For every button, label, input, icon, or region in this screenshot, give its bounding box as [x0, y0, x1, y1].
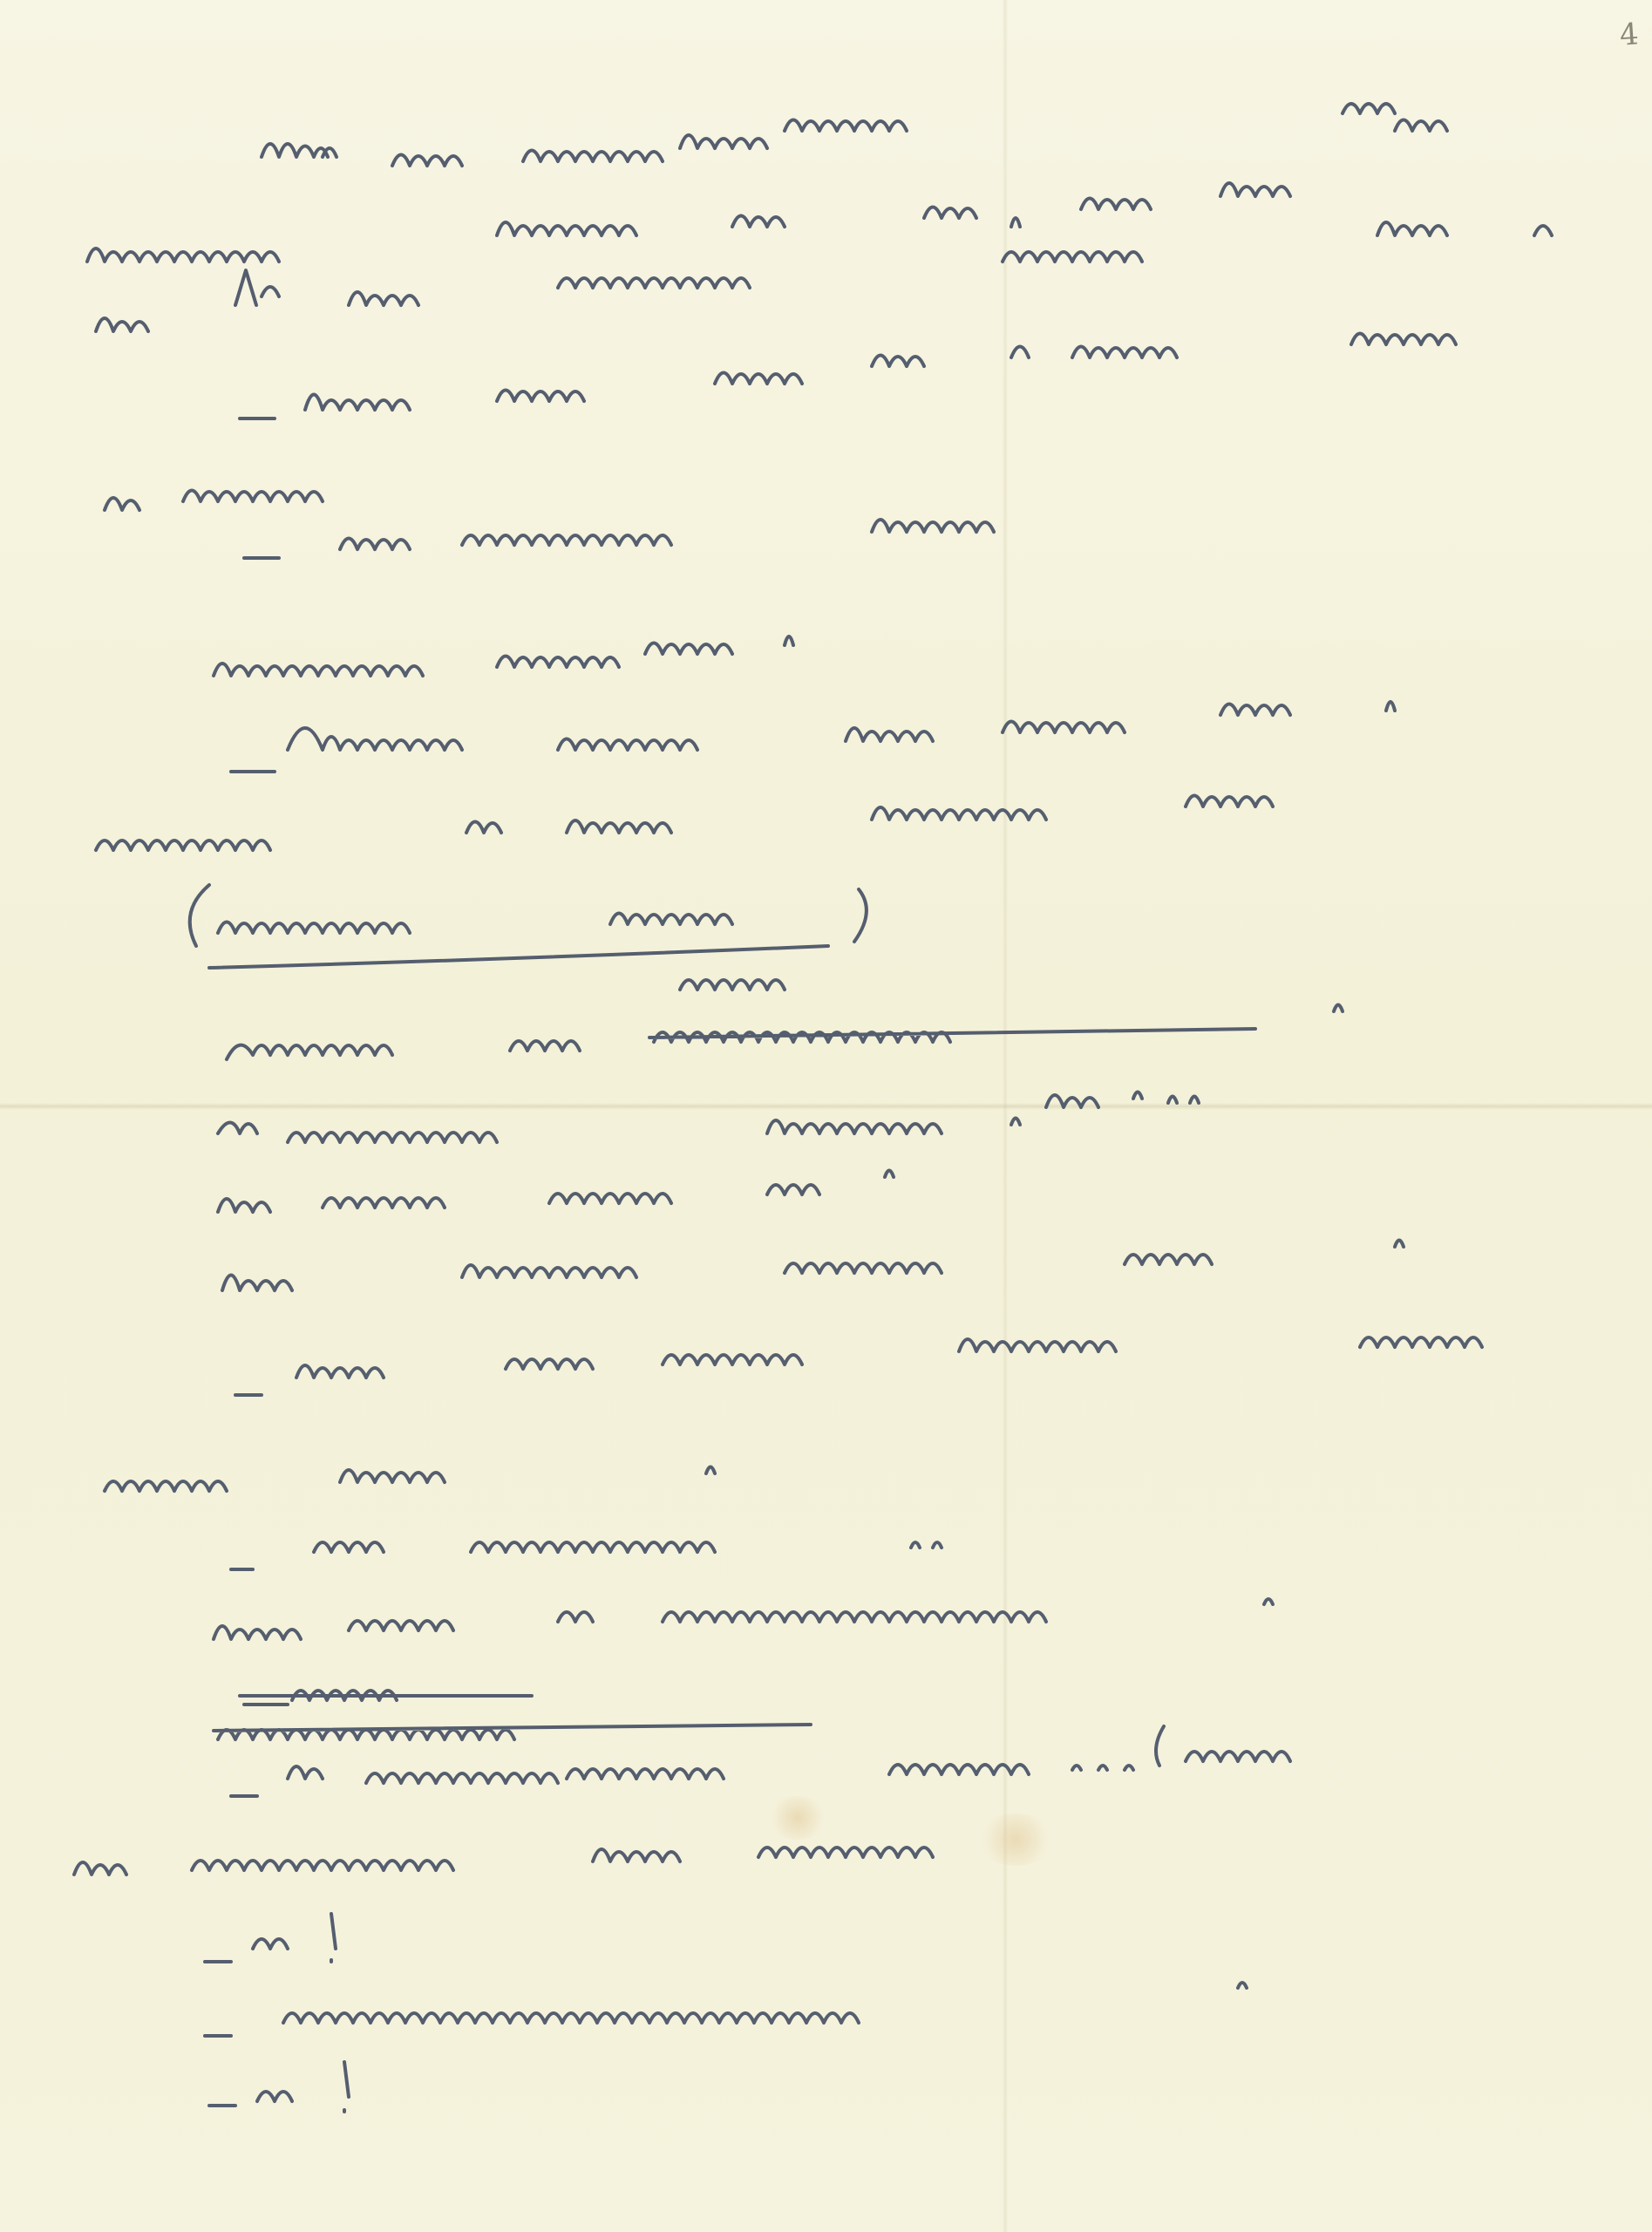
- page-number: 4: [1618, 17, 1641, 53]
